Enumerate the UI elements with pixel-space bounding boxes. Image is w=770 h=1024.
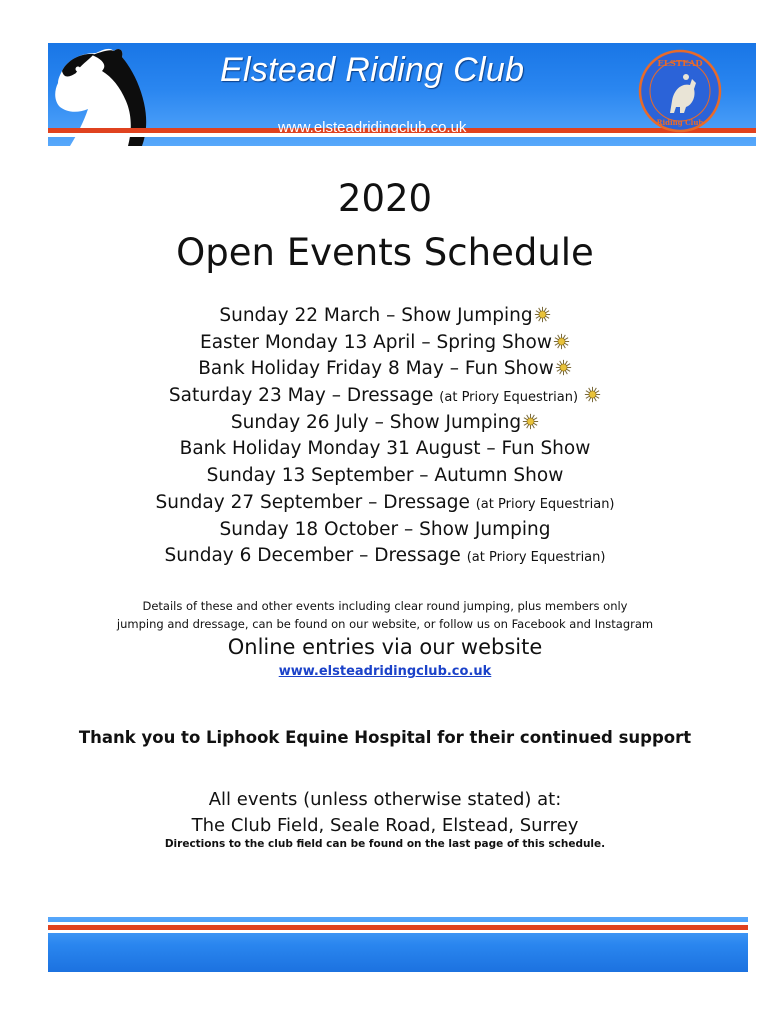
club-badge-logo — [638, 49, 722, 133]
details-line-2: jumping and dressage, can be found on our website, or follow us on Facebook and Instagram — [116, 617, 654, 631]
event-venue-note: (at Priory Equestrian) — [439, 390, 579, 406]
schedule-year: 2020 — [337, 177, 433, 220]
footer-white-stripe-2 — [48, 930, 748, 933]
event-text: Bank Holiday Monday 31 August – Fun Show — [179, 438, 591, 460]
event-text: Bank Holiday Friday 8 May – Fun Show — [198, 358, 554, 380]
details-text — [0, 597, 770, 633]
event-text: Easter Monday 13 April – Spring Show — [200, 331, 552, 353]
sun-icon — [584, 385, 601, 412]
sponsor-thanks: Thank you to Liphook Equine Hospital for their continued support — [78, 728, 692, 747]
online-entries-heading: Online entries via our website — [227, 635, 543, 659]
event-text: Sunday 22 March – Show Jumping — [219, 305, 533, 326]
event-item — [0, 463, 770, 490]
event-item — [0, 330, 770, 357]
event-venue-note: (at Priory Equestrian) — [475, 496, 615, 512]
event-item — [0, 436, 770, 463]
venue-line-1: All events (unless otherwise stated) at: — [208, 789, 562, 810]
event-text: Sunday 13 September – Autumn Show — [206, 465, 564, 487]
event-text: Sunday 18 October – Show Jumping — [219, 518, 551, 540]
event-text: Sunday 27 September – Dressage — [155, 491, 476, 513]
event-item — [0, 303, 770, 330]
sun-icon — [555, 358, 572, 385]
website-link[interactable]: www.elsteadridingclub.co.uk — [278, 664, 492, 679]
sun-icon — [553, 332, 570, 359]
footer-banner — [48, 917, 748, 972]
details-line-1: Details of these and other events including clear round jumping, plus members only — [142, 599, 628, 613]
directions-note: Directions to the club field can be found on the last page of this schedule. — [164, 838, 606, 850]
badge-bottom-text: Riding Club — [656, 118, 704, 127]
event-item — [0, 543, 770, 570]
sun-icon — [522, 412, 539, 439]
event-venue-note: (at Priory Equestrian) — [466, 550, 606, 566]
event-text: Sunday 26 July – Show Jumping — [230, 411, 522, 433]
events-list — [0, 303, 770, 570]
sun-icon — [534, 305, 551, 332]
event-text: Saturday 23 May – Dressage — [168, 385, 440, 407]
event-item — [0, 383, 770, 410]
club-title: Elstead Riding Club — [220, 51, 525, 89]
event-item — [0, 490, 770, 517]
schedule-title: Open Events Schedule — [176, 231, 594, 274]
event-item — [0, 517, 770, 544]
venue-line-2: The Club Field, Seale Road, Elstead, Surrey — [191, 815, 579, 836]
banner-url: www.elsteadridingclub.co.uk — [278, 119, 467, 136]
event-item — [0, 410, 770, 437]
venue-block — [0, 787, 770, 839]
badge-top-text: ELSTEAD — [657, 59, 703, 69]
event-item — [0, 356, 770, 383]
header-banner — [48, 43, 756, 146]
event-text: Sunday 6 December – Dressage — [164, 545, 467, 567]
